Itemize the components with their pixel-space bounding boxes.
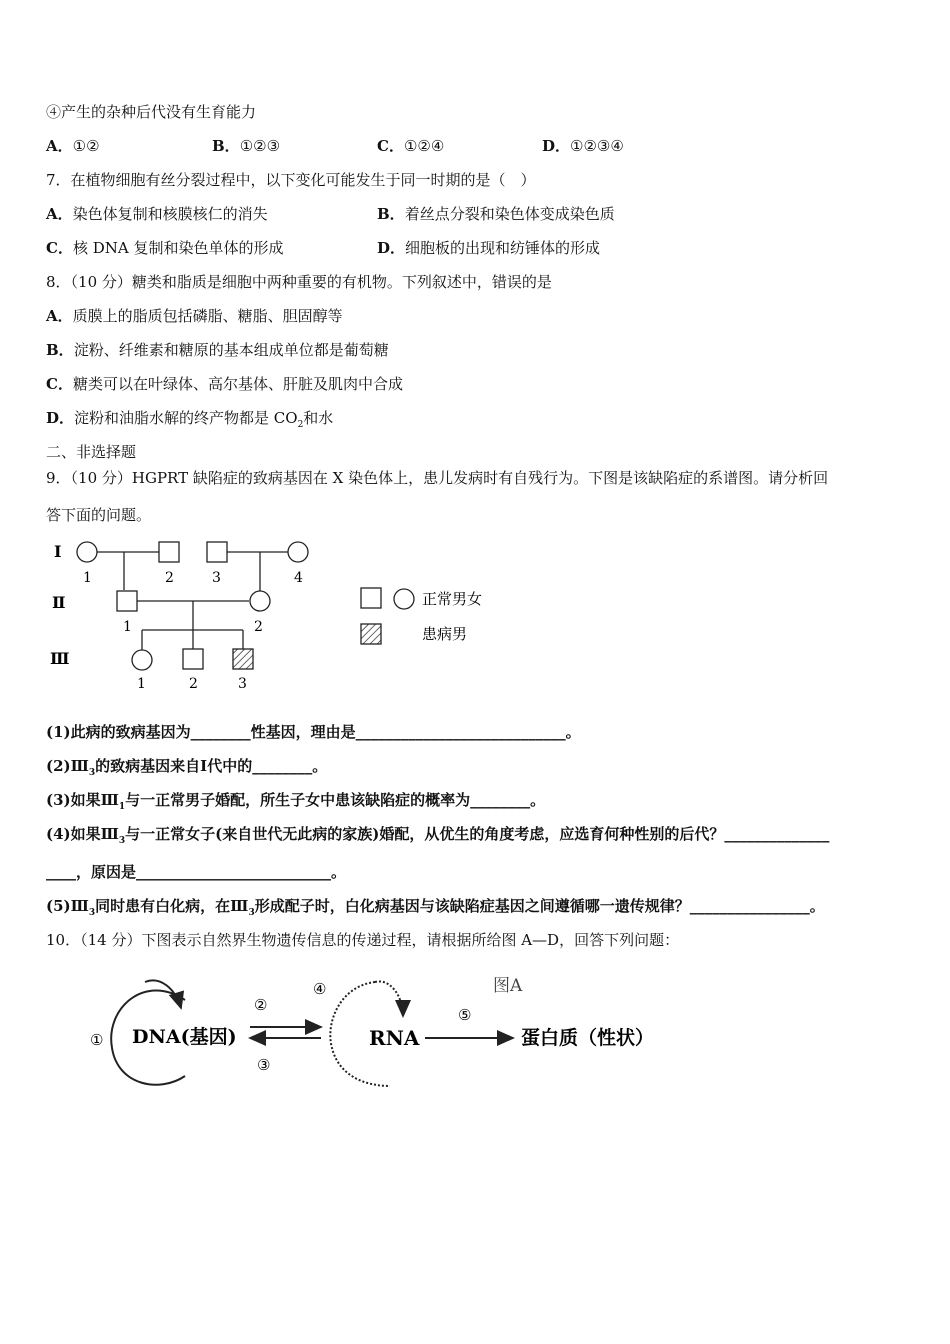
q9-sub3: (3)如果$Ⅲ_1$与一正常男子婚配，所生子女中患该缺陷症的概率为________。 xyxy=(46,791,546,812)
q6-option-c: C．①②④ xyxy=(377,137,445,155)
step-5-label: ⑤ xyxy=(458,1006,472,1024)
q7-option-b: B．着丝点分裂和染色体变成染色质 xyxy=(377,205,615,223)
rna-replication-arrow xyxy=(375,981,403,1016)
legend-affected-symbol xyxy=(361,624,381,644)
step-1-label: ① xyxy=(90,1031,104,1049)
generation-label-2: Ⅱ xyxy=(52,593,66,612)
individual-ii2-female xyxy=(250,591,270,611)
protein-label: 蛋白质（性状） xyxy=(521,1027,655,1049)
q9-sub4-line2: ____，原因是__________________________。 xyxy=(46,863,347,881)
legend-female-symbol xyxy=(394,589,414,609)
q9-stem-line2: 答下面的问题。 xyxy=(46,506,152,524)
individual-i3-male xyxy=(207,542,227,562)
q8-option-b: B．淀粉、纤维素和糖原的基本组成单位都是葡萄糖 xyxy=(46,341,389,359)
label-iii3: 3 xyxy=(238,676,247,692)
figure-title: 图A xyxy=(493,976,523,996)
individual-i4-female xyxy=(288,542,308,562)
individual-iii3-affected-male xyxy=(233,649,253,669)
individual-ii1-male xyxy=(117,591,137,611)
q7-stem: 7．在植物细胞有丝分裂过程中，以下变化可能发生于同一时期的是（ ） xyxy=(46,171,536,189)
rna-label: RNA xyxy=(369,1026,420,1050)
q6-option-a: A．①② xyxy=(46,137,100,155)
legend-affected-label: 患病男 xyxy=(422,625,468,643)
q6-option-b: B．①②③ xyxy=(212,137,281,155)
q9-stem-line1: 9．（10 分）HGPRT 缺陷症的致病基因在 X 染色体上，患儿发病时有自残行为。下图是该缺陷症的系谱图。请分析回 xyxy=(46,469,829,487)
label-i2: 2 xyxy=(165,570,174,586)
step-4-label: ④ xyxy=(313,980,327,998)
generation-label-3: Ⅲ xyxy=(50,649,70,668)
q6-item4: ④产生的杂种后代没有生育能力 xyxy=(46,103,257,121)
step-2-label: ② xyxy=(254,996,268,1014)
q6-option-d: D．①②③④ xyxy=(542,137,624,155)
label-i4: 4 xyxy=(294,570,303,586)
legend-male-symbol xyxy=(361,588,381,608)
q7-option-a: A．染色体复制和核膜核仁的消失 xyxy=(46,205,268,223)
q9-sub1: (1)此病的致病基因为________性基因，理由是____________________________。 xyxy=(46,723,581,741)
q8-stem: 8．（10 分）糖类和脂质是细胞中两种重要的有机物。下列叙述中，错误的是 xyxy=(46,273,552,291)
q7-option-c: C．核 DNA 复制和染色单体的形成 xyxy=(46,239,284,257)
central-dogma-figure xyxy=(85,968,685,1098)
individual-i2-male xyxy=(159,542,179,562)
step-3-label: ③ xyxy=(257,1056,271,1074)
dna-label: DNA(基因) xyxy=(132,1026,237,1048)
q9-sub2: $(2)Ⅲ_3$的致病基因来自Ⅰ代中的________。 xyxy=(46,757,328,778)
generation-label-1: Ⅰ xyxy=(54,542,62,561)
legend-normal-label: 正常男女 xyxy=(422,590,483,608)
individual-i1-female xyxy=(77,542,97,562)
section-heading: 二、非选择题 xyxy=(46,443,137,461)
individual-iii1-female xyxy=(132,650,152,670)
label-iii2: 2 xyxy=(189,676,198,692)
q8-option-a: A．质膜上的脂质包括磷脂、糖脂、胆固醇等 xyxy=(46,307,343,325)
label-iii1: 1 xyxy=(137,676,146,692)
label-i1: 1 xyxy=(83,570,92,586)
pedigree-chart xyxy=(40,535,560,695)
q9-sub5: $(5)Ⅲ_3$同时患有白化病，在$Ⅲ_3$形成配子时，白化病基因与该缺陷症基因之间遵循哪一遗传规律？________________。 xyxy=(46,897,825,918)
q8-option-c: C．糖类可以在叶绿体、高尔基体、肝脏及肌肉中合成 xyxy=(46,375,403,393)
individual-iii2-male xyxy=(183,649,203,669)
q7-option-d: D．细胞板的出现和纺锤体的形成 xyxy=(377,239,601,257)
q10-stem: 10．（14 分）下图表示自然界生物遗传信息的传递过程，请根据所给图 A—D，回答下列问题： xyxy=(46,931,680,949)
label-i3: 3 xyxy=(212,570,221,586)
q9-sub4-line1: (4)如果$Ⅲ_3$与一正常女子(来自世代无此病的家族)婚配，从优生的角度考虑，应选育何种性别的后代？______________ xyxy=(46,825,830,846)
q8-option-d: D．淀粉和油脂水解的终产物都是 $CO_2$和水 xyxy=(46,409,334,430)
label-ii2: 2 xyxy=(254,619,263,635)
replication-arrow xyxy=(145,980,181,1008)
label-ii1: 1 xyxy=(123,619,132,635)
